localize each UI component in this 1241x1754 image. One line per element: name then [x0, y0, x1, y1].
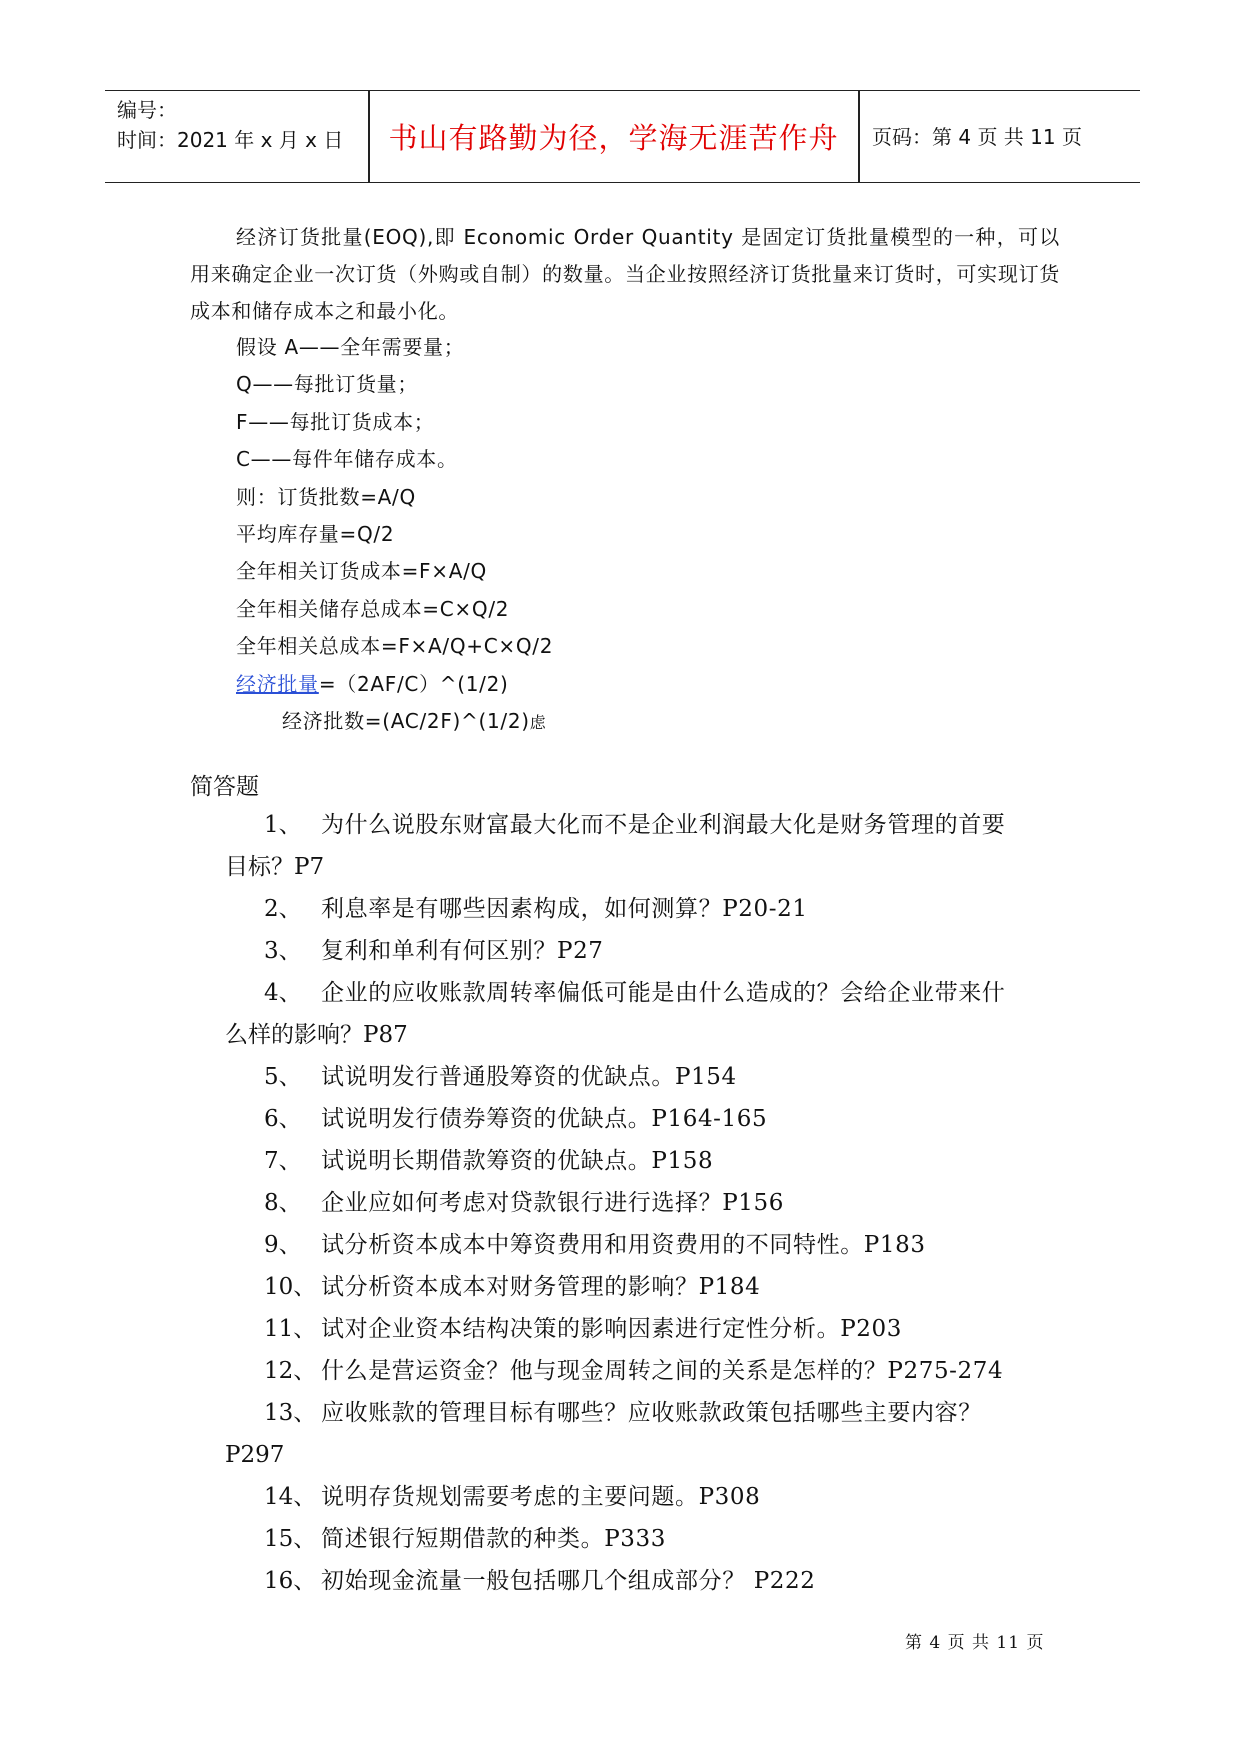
question-item [0, 1392, 1241, 1476]
formula-text: 经济批数=(AC/2F)^(1/2) [282, 709, 530, 734]
question-item [0, 1308, 1241, 1350]
formula-line: F——每批订货成本； [236, 409, 435, 434]
question-list [0, 804, 1241, 1602]
formula-line: 平均库存量=Q/2 [236, 522, 395, 547]
question-text: 试分析资本成本对财务管理的影响？P184 [321, 1274, 761, 1300]
header-motto: 书山有路勤为径，学海无涯苦作舟 [388, 121, 839, 155]
page-header [105, 90, 1140, 183]
question-number: 15、 [264, 1526, 317, 1552]
question-item [0, 804, 1241, 888]
question-number: 2、 [264, 896, 302, 922]
question-text-continuation: 么样的影响？P87 [225, 1022, 408, 1048]
question-text-continuation: P297 [225, 1442, 285, 1468]
question-number: 8、 [264, 1190, 302, 1216]
question-number: 10、 [264, 1274, 317, 1300]
page-footer: 第 4 页 共 11 页 [905, 1633, 1045, 1653]
question-number: 16、 [264, 1568, 317, 1594]
question-number: 9、 [264, 1232, 302, 1258]
question-number: 4、 [264, 980, 302, 1006]
question-text: 说明存货规划需要考虑的主要问题。P308 [321, 1484, 761, 1510]
question-text-continuation: 目标？P7 [225, 854, 325, 880]
question-item [0, 1056, 1241, 1098]
question-number: 11、 [264, 1316, 317, 1342]
formula-line: 全年相关储存总成本=C×Q/2 [236, 596, 510, 621]
question-number: 12、 [264, 1358, 317, 1384]
question-item [0, 1098, 1241, 1140]
question-text: 初始现金流量一般包括哪几个组成部分？ P222 [321, 1568, 816, 1594]
economic-batch-link[interactable]: 经济批量 [236, 671, 319, 696]
formula-line: 全年相关总成本=F×A/Q+C×Q/2 [236, 634, 554, 659]
question-text: 为什么说股东财富最大化而不是企业利润最大化是财务管理的首要 [321, 812, 1006, 838]
header-page-label: 页码：第 4 页 共 11 页 [872, 125, 1082, 149]
question-text: 利息率是有哪些因素构成，如何测算？P20-21 [321, 896, 808, 922]
question-text: 试对企业资本结构决策的影响因素进行定性分析。P203 [321, 1316, 902, 1342]
section-title: 简答题 [190, 774, 259, 800]
question-item [0, 888, 1241, 930]
formula-line: C——每件年储存成本。 [236, 447, 458, 472]
header-divider [858, 91, 860, 182]
intro-paragraph [190, 219, 1060, 330]
question-number: 13、 [264, 1400, 317, 1426]
formula-line [236, 703, 553, 741]
formula-line [236, 666, 553, 703]
question-text: 应收账款的管理目标有哪些？应收账款政策包括哪些主要内容？ [321, 1400, 982, 1426]
question-text: 企业的应收账款周转率偏低可能是由什么造成的？会给企业带来什 [321, 980, 1006, 1006]
formula-line: Q——每批订货量； [236, 372, 419, 397]
question-item [0, 1266, 1241, 1308]
question-item [0, 1182, 1241, 1224]
question-text: 试说明发行债券筹资的优缺点。P164-165 [321, 1106, 768, 1132]
question-item [0, 1224, 1241, 1266]
question-text: 复利和单利有何区别？P27 [321, 938, 604, 964]
header-time-label: 时间：2021 年 x 月 x 日 [117, 128, 344, 152]
question-item [0, 1518, 1241, 1560]
question-number: 1、 [264, 812, 302, 838]
question-text: 试说明长期借款筹资的优缺点。P158 [321, 1148, 714, 1174]
formula-line: 全年相关订货成本=F×A/Q [236, 559, 487, 584]
formula-line: 则：订货批数=A/Q [236, 484, 416, 509]
question-text: 简述银行短期借款的种类。P333 [321, 1526, 666, 1552]
question-number: 5、 [264, 1064, 302, 1090]
formula-list [236, 329, 553, 741]
question-number: 6、 [264, 1106, 302, 1132]
formula-line: 假设 A——全年需要量； [236, 335, 465, 359]
question-number: 7、 [264, 1148, 302, 1174]
question-item [0, 930, 1241, 972]
intro-text: 经济订货批量(EOQ),即 Economic Order Quantity 是固定订货批量模型的一种，可以用来确定企业一次订货（外购或自制）的数量。当企业按照经济订货批量来订货时，可实现订货成本和储存成本之和最小化。 [190, 225, 1060, 323]
question-item [0, 1140, 1241, 1182]
question-text: 什么是营运资金？他与现金周转之间的关系是怎样的？P275-274 [321, 1358, 1004, 1384]
question-item [0, 1476, 1241, 1518]
header-meta [117, 95, 343, 155]
question-item [0, 1560, 1241, 1602]
formula-note: 虑 [529, 713, 547, 733]
question-number: 3、 [264, 938, 302, 964]
question-item [0, 1350, 1241, 1392]
question-item [0, 972, 1241, 1056]
question-text: 试分析资本成本中筹资费用和用资费用的不同特性。P183 [321, 1232, 926, 1258]
header-number-label: 编号： [117, 98, 177, 122]
question-number: 14、 [264, 1484, 317, 1510]
formula-text: =（2AF/C）^(1/2) [318, 671, 509, 696]
question-text: 试说明发行普通股筹资的优缺点。P154 [321, 1064, 737, 1090]
question-text: 企业应如何考虑对贷款银行进行选择？P156 [321, 1190, 784, 1216]
